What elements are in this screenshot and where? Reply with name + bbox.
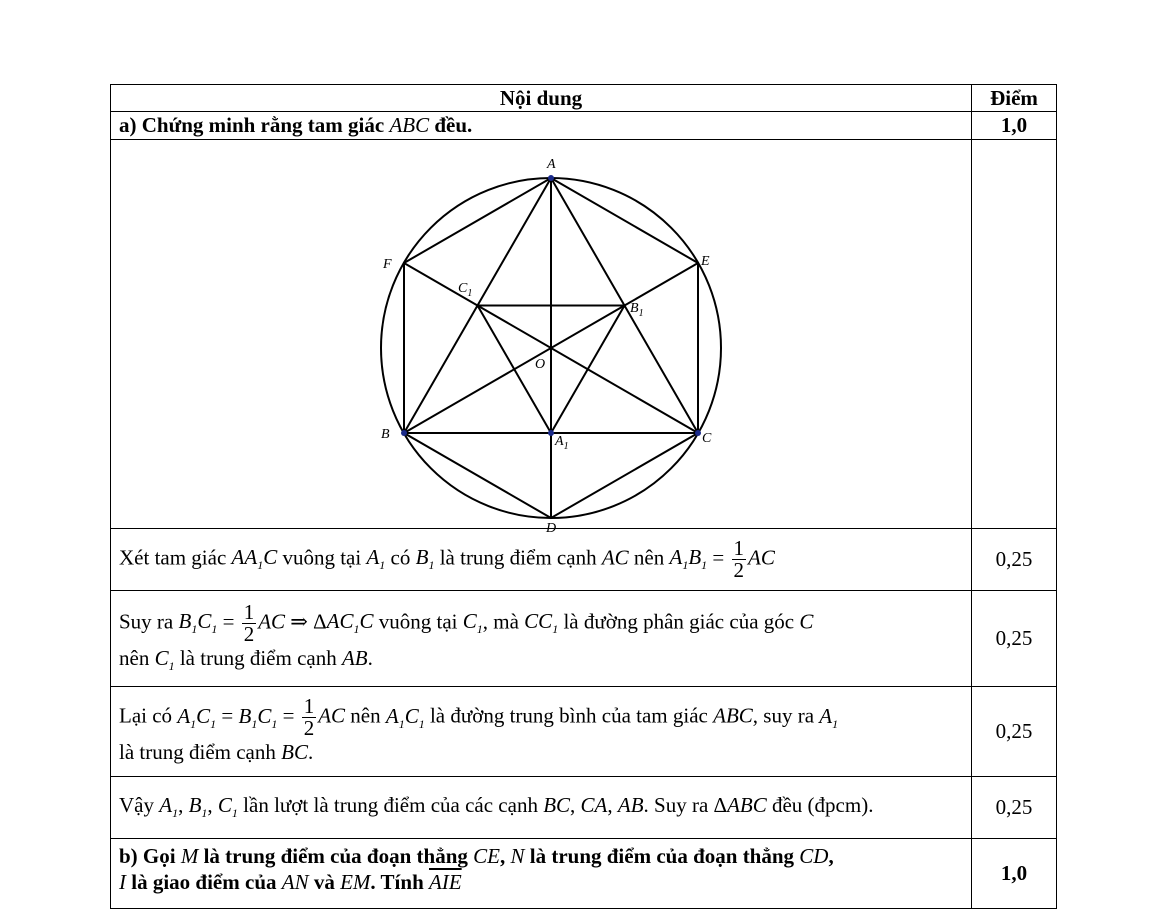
part-a-row (111, 112, 1057, 139)
label-o: O (535, 356, 546, 372)
line-cc1 (478, 305, 699, 433)
figure-row (111, 139, 1057, 528)
label-e: E (701, 253, 710, 269)
label-c: C (702, 430, 712, 446)
step-row-3 (111, 686, 1057, 776)
header-row (111, 85, 1057, 112)
figure-cell (111, 139, 972, 536)
label-c1: $C_1$ (458, 280, 473, 299)
header-content: Nội dung (111, 85, 972, 112)
step-4-score: 0,25 (972, 776, 1057, 838)
label-a1: $A_1$ (555, 433, 569, 452)
step-row-4 (111, 776, 1057, 838)
label-f: F (383, 256, 392, 272)
label-a: A (547, 156, 556, 172)
geometry-figure (119, 140, 963, 536)
line-bb1 (404, 305, 625, 433)
step-4-text: Vậy $A_1$, $B_1$, $C_1$ lần lượt là trung điểm của các cạnh BC, CA, AB. Suy ra ΔABC đều (đpcm). (111, 776, 972, 838)
step-2-score: 0,25 (972, 590, 1057, 686)
part-b-score: 1,0 (972, 838, 1057, 908)
answer-table (110, 84, 1057, 909)
step-1-score: 0,25 (972, 528, 1057, 590)
line-eb1 (625, 263, 699, 306)
label-b1: $B_1$ (630, 300, 644, 319)
step-3-text: Lại có $A_1C_1 = B_1C_1$ = $\frac{1}{2}$ AC nên $A_1C_1$ là đường trung bình của tam giác ABC, suy ra $A_1$ là trung điểm cạnh BC. (111, 686, 972, 776)
part-a-title: a) Chứng minh rằng tam giác ABC đều. (111, 112, 972, 139)
part-b-row (111, 838, 1057, 908)
step-1-text: Xét tam giác $AA_1C$ vuông tại $A_1$ có $B_1$ là trung điểm cạnh AC nên $A_1B_1$ = $\frac{1}{2}$ AC (111, 528, 972, 590)
step-row-2 (111, 590, 1057, 686)
part-b-title: b) Gọi M là trung điểm của đoạn thẳng CE, N là trung điểm của đoạn thẳng CD, I là giao điểm của AN và EM. Tính $\overline{AIE}$ (111, 838, 972, 908)
header-score: Điểm (972, 85, 1057, 112)
step-row-1 (111, 528, 1057, 590)
label-b: B (381, 426, 390, 442)
step-2-text: Suy ra $B_1C_1$ = $\frac{1}{2}$ AC ⇒ $\Delta AC_1C$ vuông tại $C_1$, mà $CC_1$ là đường phân giác của góc C nên $C_1$ là trung điểm cạnh AB. (111, 590, 972, 686)
label-d: D (546, 520, 557, 536)
step-3-score: 0,25 (972, 686, 1057, 776)
part-a-score: 1,0 (972, 112, 1057, 139)
